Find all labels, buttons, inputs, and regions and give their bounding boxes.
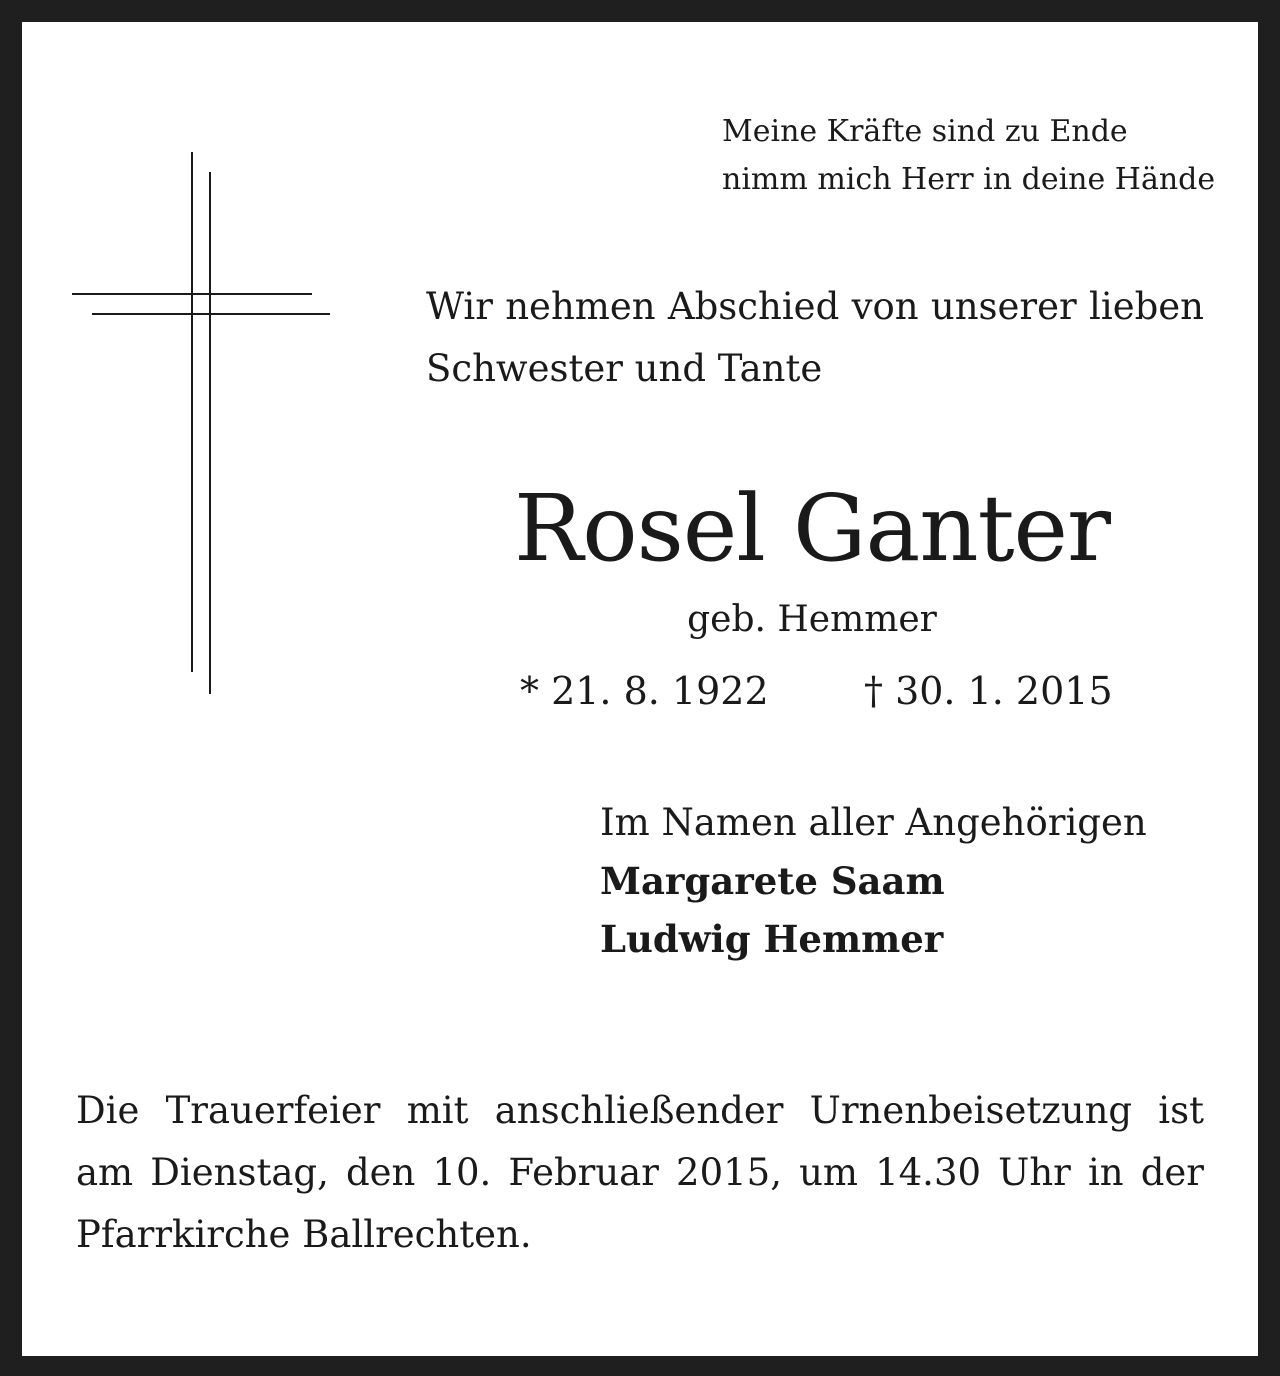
service-line-2: am Dienstag, den 10. Februar 2015, um 14.30 Uhr in der bbox=[76, 1151, 1204, 1194]
double-line-cross-icon bbox=[62, 148, 342, 708]
birth-date: * 21. 8. 1922 bbox=[520, 669, 769, 713]
verse bbox=[722, 108, 1215, 204]
obituary-card bbox=[22, 22, 1258, 1356]
service-line-3: Pfarrkirche Ballrechten. bbox=[76, 1213, 532, 1256]
verse-line-1: Meine Kräfte sind zu Ende bbox=[722, 114, 1128, 149]
birth-name: geb. Hemmer bbox=[687, 599, 937, 640]
death-date: † 30. 1. 2015 bbox=[864, 669, 1113, 713]
signatory-name: Margarete Saam bbox=[600, 859, 945, 903]
verse-line-2: nimm mich Herr in deine Hände bbox=[722, 162, 1216, 197]
signatory-name: Ludwig Hemmer bbox=[600, 917, 944, 961]
service-line-1: Die Trauerfeier mit anschließender Urnenbeisetzung ist bbox=[76, 1089, 1204, 1132]
signatories-intro: Im Namen aller Angehörigen bbox=[600, 801, 1147, 844]
intro-line-1: Wir nehmen Abschied von unserer lieben bbox=[426, 285, 1204, 328]
intro-line-2: Schwester und Tante bbox=[426, 347, 823, 390]
deceased-name: Rosel Ganter bbox=[514, 475, 1110, 582]
